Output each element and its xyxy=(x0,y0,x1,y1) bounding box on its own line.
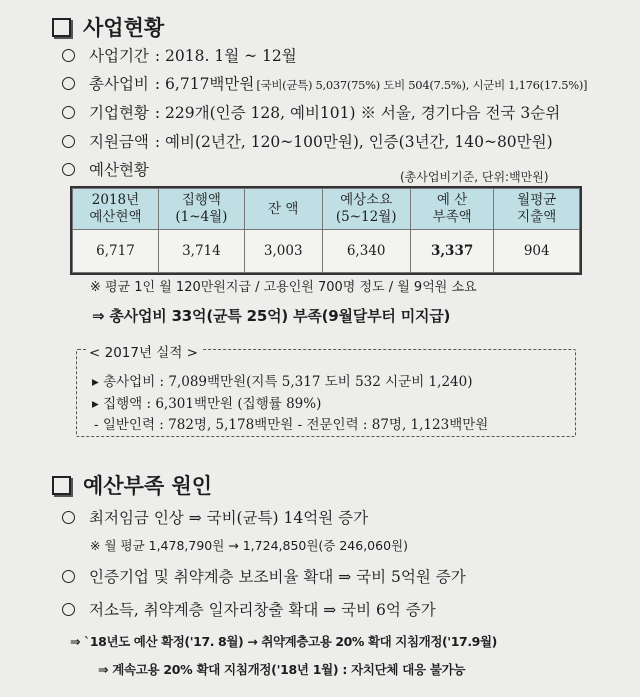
budget-table xyxy=(72,188,580,273)
item-budget-status xyxy=(62,158,149,180)
table-header-cell: 집행액 (1~4월) xyxy=(158,189,244,230)
table-header-cell: 월평균 지출액 xyxy=(494,189,580,230)
item-value: : 6,717백만원 xyxy=(154,75,255,93)
item-label: 지원금액 xyxy=(89,133,149,151)
circle-bullet-icon xyxy=(62,570,75,583)
item-label: 총사업비 xyxy=(89,75,149,93)
table-cell: 904 xyxy=(494,230,580,273)
circle-bullet-icon xyxy=(62,106,75,119)
cause-min-wage: 최저임금 인상 ⇒ 국비(균특) 14억원 증가 xyxy=(62,506,368,528)
record-line-total: ▸ 총사업비 : 7,089백만원(지특 5,317 도비 532 시군비 1,240) xyxy=(92,374,473,390)
arrow-line-budget-confirm: ⇒ `18년도 예산 확정('17. 8월) → 취약계층고용 20% 확대 지침개정('17.9월) xyxy=(70,634,497,649)
item-value: : 229개(인증 128, 예비101) ※ 서울, 경기다음 전국 3순위 xyxy=(154,104,561,122)
table-header-cell: 예 산 부족액 xyxy=(410,189,494,230)
table-header-cell: 2018년 예산현액 xyxy=(73,189,159,230)
table-header-row xyxy=(73,189,580,230)
item-value: : 2018. 1월 ~ 12월 xyxy=(154,47,297,65)
table-cell: 6,717 xyxy=(73,230,159,273)
record-2017-title: < 2017년 실적 > xyxy=(86,341,201,361)
circle-bullet-icon xyxy=(62,49,75,62)
circle-bullet-icon xyxy=(62,77,75,90)
section-title-text: 예산부족 원인 xyxy=(83,474,213,498)
table-cell: 6,340 xyxy=(322,230,410,273)
record-line-workforce: - 일반인력 : 782명, 5,178백만원 - 전문인력 : 87명, 1,123백만원 xyxy=(94,417,489,433)
wage-note: ※ 월 평균 1,478,790원 → 1,724,850원(증 246,060원) xyxy=(90,538,408,553)
table-cell: 3,003 xyxy=(244,230,322,273)
table-header-cell: 잔 액 xyxy=(244,189,322,230)
table-row xyxy=(73,230,580,273)
item-value: : 예비(2년간, 120~100만원), 인증(3년간, 140~80만원) xyxy=(154,133,553,151)
item-total-budget xyxy=(62,72,587,94)
item-label: 사업기간 xyxy=(89,47,149,65)
item-label: 기업현황 xyxy=(89,104,149,122)
item-companies xyxy=(62,101,560,123)
item-detail: [국비(균특) 5,037(75%) 도비 504(7.5%), 시군비 1,176(17.5%)] xyxy=(256,78,588,92)
circle-bullet-icon xyxy=(62,603,75,616)
record-line-executed: ▸ 집행액 : 6,301백만원 (집행률 89%) xyxy=(92,396,322,412)
table-cell: 3,714 xyxy=(158,230,244,273)
arrow-line-guideline-change: ⇒ 계속고용 20% 확대 지침개정('18년 1월) : 자치단체 대응 불가능 xyxy=(98,662,466,677)
table-cell: 3,337 xyxy=(410,230,494,273)
item-period xyxy=(62,44,297,66)
budget-table-frame xyxy=(70,186,582,275)
circle-bullet-icon xyxy=(62,135,75,148)
circle-bullet-icon xyxy=(62,163,75,176)
table-header-cell: 예상소요 (5~12월) xyxy=(322,189,410,230)
unit-note: (총사업비기준, 단위:백만원) xyxy=(400,170,549,184)
circle-bullet-icon xyxy=(62,511,75,524)
item-label: 예산현황 xyxy=(89,161,149,179)
cause-job-creation: 저소득, 취약계층 일자리창출 확대 ⇒ 국비 6억 증가 xyxy=(62,598,436,620)
section-title-budget-shortfall-cause xyxy=(52,470,212,500)
section-title-business-status xyxy=(52,12,164,42)
checkbox-square-icon xyxy=(52,18,71,37)
item-support-amount xyxy=(62,130,553,152)
checkbox-square-icon xyxy=(52,476,71,495)
cause-support-ratio: 인증기업 및 취약계층 보조비율 확대 ⇒ 국비 5억원 증가 xyxy=(62,565,466,587)
monthly-note: ※ 평균 1인 월 120만원지급 / 고용인원 700명 정도 / 월 9억원 소요 xyxy=(90,280,477,295)
section-title-text: 사업현황 xyxy=(83,16,165,40)
shortfall-summary: ⇒ 총사업비 33억(균특 25억) 부족(9월달부터 미지급) xyxy=(92,307,451,325)
